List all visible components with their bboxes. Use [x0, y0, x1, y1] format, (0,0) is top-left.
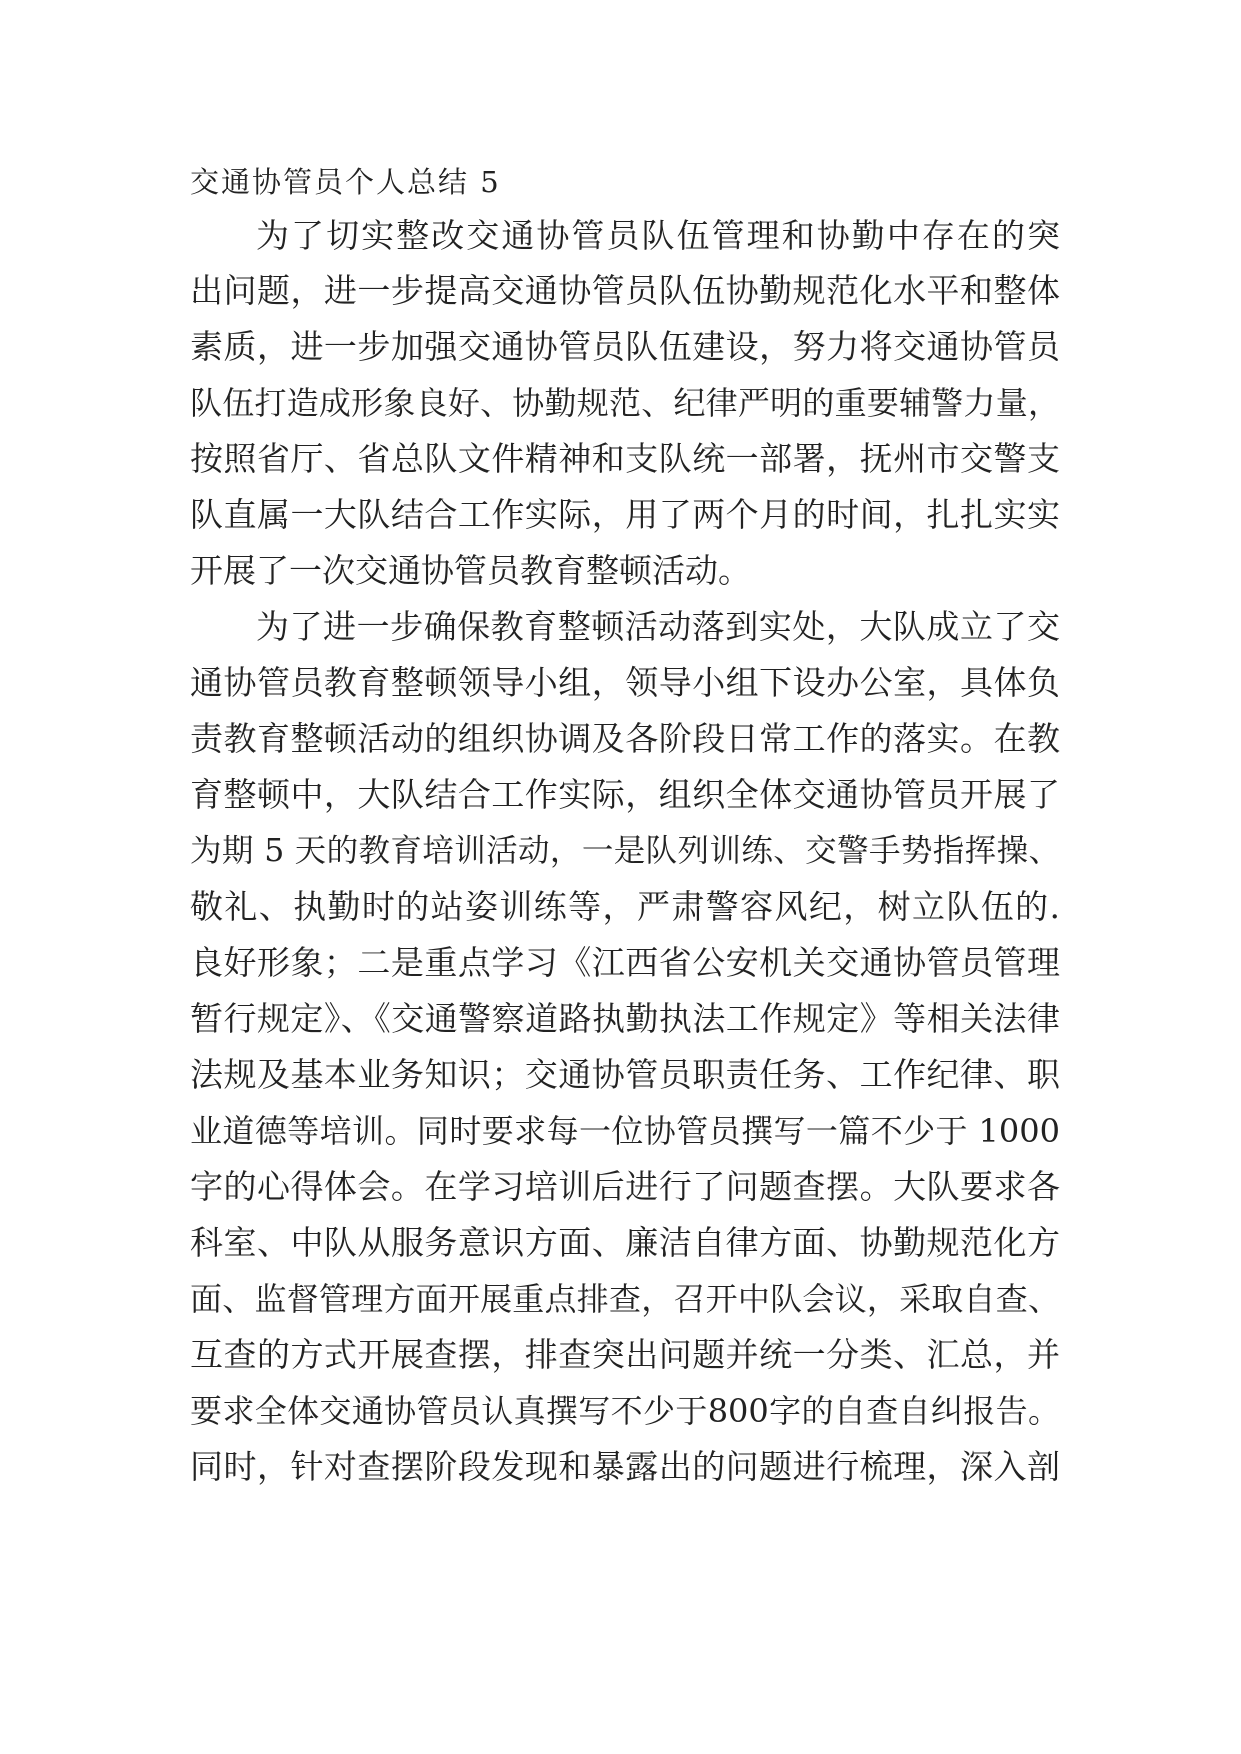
paragraph-2-line-3: 责教育整顿活动的组织协调及各阶段日常工作的落实。在教	[190, 719, 1060, 758]
document-title: 交通协管员个人总结 5	[190, 165, 501, 199]
paragraph-1-line-2: 出问题，进一步提高交通协管员队伍协勤规范化水平和整体	[190, 271, 1060, 310]
paragraph-1-line-5: 按照省厅、省总队文件精神和支队统一部署，抚州市交警支	[190, 439, 1060, 478]
paragraph-2-line-7: 良好形象；二是重点学习《江西省公安机关交通协管员管理	[190, 943, 1060, 982]
paragraph-2-line-14: 互查的方式开展查摆，排查突出问题并统一分类、汇总，并	[190, 1335, 1060, 1374]
paragraph-2-line-5: 为期 5 天的教育培训活动，一是队列训练、交警手势指挥操、	[190, 833, 1060, 869]
paragraph-2-line-1: 为了进一步确保教育整顿活动落到实处，大队成立了交	[256, 607, 1060, 646]
paragraph-1-line-4: 队伍打造成形象良好、协勤规范、纪律严明的重要辅警力量，	[190, 384, 1060, 422]
paragraph-2-line-9: 法规及基本业务知识；交通协管员职责任务、工作纪律、职	[190, 1055, 1060, 1094]
paragraph-1-line-6: 队直属一大队结合工作实际，用了两个月的时间，扎扎实实	[190, 495, 1060, 534]
paragraph-1-line-1: 为了切实整改交通协管员队伍管理和协勤中存在的突	[256, 216, 1060, 255]
paragraph-2-line-15: 要求全体交通协管员认真撰写不少于800字的自查自纠报告。	[190, 1392, 1060, 1430]
paragraph-2-line-6: 敬礼、执勤时的站姿训练等，严肃警容风纪，树立队伍的.	[190, 887, 1060, 926]
paragraph-2-line-4: 育整顿中，大队结合工作实际，组织全体交通协管员开展了	[190, 775, 1060, 814]
paragraph-2-line-10: 业道德等培训。同时要求每一位协管员撰写一篇不少于 1000	[190, 1112, 1060, 1150]
paragraph-2-line-13: 面、监督管理方面开展重点排查，召开中队会议，采取自查、	[190, 1280, 1060, 1318]
paragraph-2-line-16: 同时，针对查摆阶段发现和暴露出的问题进行梳理，深入剖	[190, 1447, 1060, 1486]
paragraph-2-line-12: 科室、中队从服务意识方面、廉洁自律方面、协勤规范化方	[190, 1223, 1060, 1262]
paragraph-2-line-11: 字的心得体会。在学习培训后进行了问题查摆。大队要求各	[190, 1167, 1060, 1206]
paragraph-1-line-3: 素质，进一步加强交通协管员队伍建设，努力将交通协管员	[190, 327, 1060, 366]
paragraph-2-line-2: 通协管员教育整顿领导小组，领导小组下设办公室，具体负	[190, 663, 1060, 702]
paragraph-1-line-7: 开展了一次交通协管员教育整顿活动。	[190, 551, 751, 590]
paragraph-2-line-8: 暂行规定》、《交通警察道路执勤执法工作规定》等相关法律	[190, 999, 1060, 1038]
